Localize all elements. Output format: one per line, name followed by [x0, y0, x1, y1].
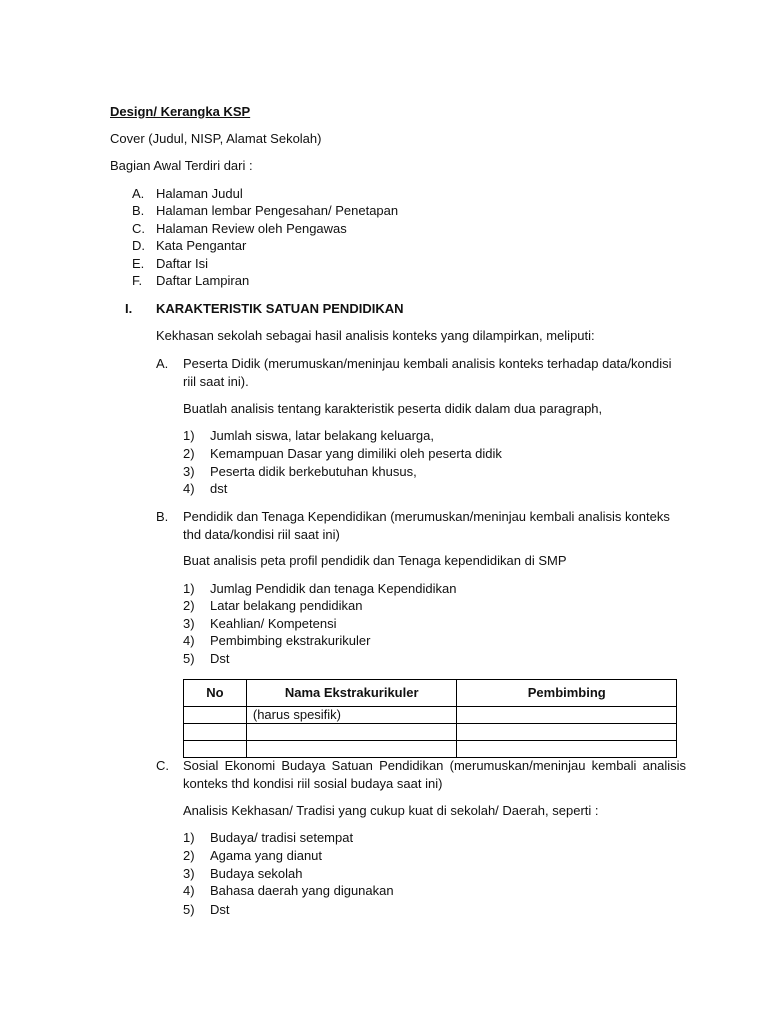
subsection-marker: A. [156, 356, 169, 371]
list-marker: C. [132, 221, 145, 236]
list-marker: 2) [183, 598, 195, 613]
section-marker: I. [125, 301, 133, 316]
subsection-note: Analisis Kekhasan/ Tradisi yang cukup kuat di sekolah/ Daerah, seperti : [183, 803, 599, 818]
list-marker: 3) [183, 866, 195, 881]
list-marker: 2) [183, 848, 195, 863]
list-marker: 3) [183, 616, 195, 631]
list-item: Daftar Lampiran [156, 273, 250, 288]
list-marker: 2) [183, 446, 195, 461]
table-cell [457, 741, 677, 758]
table-row [184, 741, 677, 758]
list-item: Pembimbing ekstrakurikuler [210, 633, 371, 648]
subsection-text: Peserta Didik (merumuskan/meninjau kembali analisis konteks terhadap data/kondisi riil saat ini). [183, 356, 672, 389]
list-item: Budaya sekolah [210, 866, 303, 881]
list-item: Jumlag Pendidik dan tenaga Kependidikan [210, 581, 457, 596]
table-row [184, 724, 677, 741]
list-item: Jumlah siswa, latar belakang keluarga, [210, 428, 435, 443]
list-item: Budaya/ tradisi setempat [210, 830, 354, 845]
list-marker: E. [132, 256, 145, 271]
table-cell [246, 724, 457, 741]
list-item: Halaman lembar Pengesahan/ Penetapan [156, 203, 399, 218]
list-marker: F. [132, 273, 143, 288]
list-marker: 5) [183, 651, 195, 666]
table-cell [184, 724, 247, 741]
list-marker: B. [132, 203, 145, 218]
list-item: Peserta didik berkebutuhan khusus, [210, 464, 417, 479]
list-item: Dst [210, 902, 230, 917]
list-marker: 5) [183, 902, 195, 917]
list-marker: D. [132, 238, 145, 253]
list-marker: 1) [183, 428, 195, 443]
list-item: dst [210, 481, 228, 496]
subsection-note: Buatlah analisis tentang karakteristik peserta didik dalam dua paragraph, [183, 401, 603, 416]
list-item: Kata Pengantar [156, 238, 247, 253]
list-item: Daftar Isi [156, 256, 209, 271]
subsection-text: Pendidik dan Tenaga Kependidikan (merumuskan/meninjau kembali analisis konteks thd data/kondisi riil saat ini) [183, 509, 670, 542]
table-row [184, 707, 677, 724]
table-header-nama: Nama Ekstrakurikuler [246, 680, 457, 707]
bagian-awal-line: Bagian Awal Terdiri dari : [110, 158, 253, 173]
list-marker: A. [132, 186, 145, 201]
subsection-note: Buat analisis peta profil pendidik dan Tenaga kependidikan di SMP [183, 553, 567, 568]
list-marker: 4) [183, 633, 195, 648]
document-title: Design/ Kerangka KSP [110, 104, 251, 119]
table-cell [246, 741, 457, 758]
list-item: Latar belakang pendidikan [210, 598, 363, 613]
list-marker: 4) [183, 481, 195, 496]
cover-line: Cover (Judul, NISP, Alamat Sekolah) [110, 131, 322, 146]
table-header-row [184, 680, 677, 707]
list-marker: 1) [183, 581, 195, 596]
table-cell [184, 741, 247, 758]
list-item: Bahasa daerah yang digunakan [210, 883, 394, 898]
subsection-marker: C. [156, 758, 169, 773]
section-intro: Kekhasan sekolah sebagai hasil analisis konteks yang dilampirkan, meliputi: [156, 328, 595, 343]
table-cell [457, 724, 677, 741]
table-cell [184, 707, 247, 724]
list-item: Keahlian/ Kompetensi [210, 616, 337, 631]
section-heading: KARAKTERISTIK SATUAN PENDIDIKAN [156, 301, 404, 316]
list-item: Halaman Review oleh Pengawas [156, 221, 347, 236]
list-marker: 3) [183, 464, 195, 479]
list-item: Kemampuan Dasar yang dimiliki oleh peserta didik [210, 446, 502, 461]
table-header-pembimbing: Pembimbing [457, 680, 677, 707]
table-cell [457, 707, 677, 724]
list-item: Dst [210, 651, 230, 666]
ekstrakurikuler-table [183, 679, 677, 758]
table-cell: (harus spesifik) [246, 707, 457, 724]
subsection-marker: B. [156, 509, 169, 524]
subsection-text: Sosial Ekonomi Budaya Satuan Pendidikan (merumuskan/meninjau kembali analisis konteks thd kondisi riil sosial budaya saat ini) [183, 758, 686, 791]
list-marker: 1) [183, 830, 195, 845]
list-item: Halaman Judul [156, 186, 243, 201]
list-marker: 4) [183, 883, 195, 898]
list-item: Agama yang dianut [210, 848, 323, 863]
table-header-no: No [184, 680, 247, 707]
